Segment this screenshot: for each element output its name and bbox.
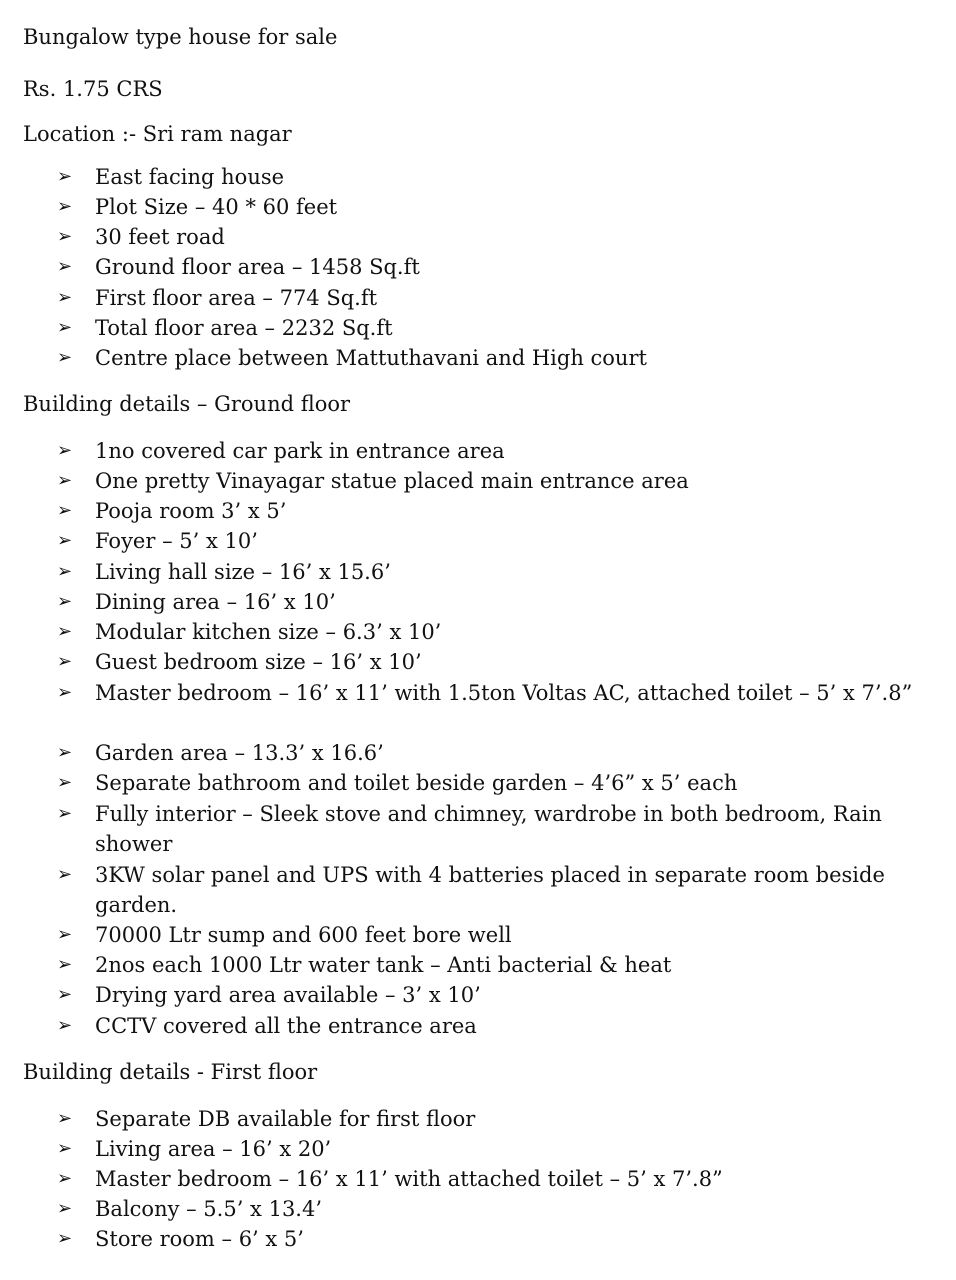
arrow-bullet-icon: ➢ bbox=[57, 196, 73, 217]
arrow-bullet-icon: ➢ bbox=[57, 287, 73, 308]
summary-item-text: 30 feet road bbox=[95, 225, 225, 249]
arrow-bullet-icon: ➢ bbox=[57, 561, 73, 582]
price: Rs. 1.75 CRS bbox=[23, 77, 163, 101]
summary-item-text: Plot Size – 40 * 60 feet bbox=[95, 195, 338, 219]
ground-floor-item-text: 3KW solar panel and UPS with 4 batteries placed in separate room beside garden. bbox=[95, 863, 885, 917]
ground-floor-item-text: CCTV covered all the entrance area bbox=[95, 1014, 477, 1038]
ground-floor-item-text: Modular kitchen size – 6.3’ x 10’ bbox=[95, 620, 442, 644]
first-floor-item-text: Store room – 6’ x 5’ bbox=[95, 1227, 304, 1251]
section-title-first-floor: Building details - First floor bbox=[23, 1060, 318, 1084]
ground-floor-item-text: Dining area – 16’ x 10’ bbox=[95, 590, 336, 614]
first-floor-item-text: Separate DB available for first floor bbox=[95, 1107, 476, 1131]
arrow-bullet-icon: ➢ bbox=[57, 742, 73, 763]
arrow-bullet-icon: ➢ bbox=[57, 864, 73, 885]
ground-floor-item-text: 2nos each 1000 Ltr water tank – Anti bacterial & heat bbox=[95, 953, 672, 977]
ground-floor-item-text: Fully interior – Sleek stove and chimney, wardrobe in both bedroom, Rain shower bbox=[95, 802, 882, 856]
first-floor-item-text: Balcony – 5.5’ x 13.4’ bbox=[95, 1197, 323, 1221]
arrow-bullet-icon: ➢ bbox=[57, 1198, 73, 1219]
arrow-bullet-icon: ➢ bbox=[57, 954, 73, 975]
arrow-bullet-icon: ➢ bbox=[57, 256, 73, 277]
ground-floor-item-text: Separate bathroom and toilet beside garden – 4’6” x 5’ each bbox=[95, 771, 738, 795]
arrow-bullet-icon: ➢ bbox=[57, 803, 73, 824]
first-floor-item-text: Master bedroom – 16’ x 11’ with attached toilet – 5’ x 7’.8” bbox=[95, 1167, 723, 1191]
arrow-bullet-icon: ➢ bbox=[57, 651, 73, 672]
ground-floor-item-text: Guest bedroom size – 16’ x 10’ bbox=[95, 650, 422, 674]
arrow-bullet-icon: ➢ bbox=[57, 1108, 73, 1129]
arrow-bullet-icon: ➢ bbox=[57, 924, 73, 945]
ground-floor-item-text: Master bedroom – 16’ x 11’ with 1.5ton Voltas AC, attached toilet – 5’ x 7’.8” bbox=[95, 681, 913, 705]
arrow-bullet-icon: ➢ bbox=[57, 440, 73, 461]
arrow-bullet-icon: ➢ bbox=[57, 470, 73, 491]
summary-item-text: Centre place between Mattuthavani and High court bbox=[95, 346, 647, 370]
ground-floor-item-text: Garden area – 13.3’ x 16.6’ bbox=[95, 741, 384, 765]
arrow-bullet-icon: ➢ bbox=[57, 591, 73, 612]
ground-floor-item-text: Drying yard area available – 3’ x 10’ bbox=[95, 983, 481, 1007]
arrow-bullet-icon: ➢ bbox=[57, 530, 73, 551]
first-floor-item-text: Living area – 16’ x 20’ bbox=[95, 1137, 332, 1161]
arrow-bullet-icon: ➢ bbox=[57, 772, 73, 793]
arrow-bullet-icon: ➢ bbox=[57, 1138, 73, 1159]
arrow-bullet-icon: ➢ bbox=[57, 166, 73, 187]
ground-floor-item-text: Foyer – 5’ x 10’ bbox=[95, 529, 258, 553]
arrow-bullet-icon: ➢ bbox=[57, 317, 73, 338]
arrow-bullet-icon: ➢ bbox=[57, 621, 73, 642]
listing-heading: Bungalow type house for sale bbox=[23, 25, 338, 49]
arrow-bullet-icon: ➢ bbox=[57, 347, 73, 368]
arrow-bullet-icon: ➢ bbox=[57, 226, 73, 247]
summary-item-text: Total floor area – 2232 Sq.ft bbox=[95, 316, 393, 340]
summary-item-text: Ground floor area – 1458 Sq.ft bbox=[95, 255, 420, 279]
location: Location :- Sri ram nagar bbox=[23, 122, 292, 146]
ground-floor-item-text: Living hall size – 16’ x 15.6’ bbox=[95, 560, 391, 584]
section-title-ground-floor: Building details – Ground floor bbox=[23, 392, 351, 416]
arrow-bullet-icon: ➢ bbox=[57, 682, 73, 703]
summary-item-text: East facing house bbox=[95, 165, 285, 189]
arrow-bullet-icon: ➢ bbox=[57, 500, 73, 521]
ground-floor-item-text: 70000 Ltr sump and 600 feet bore well bbox=[95, 923, 512, 947]
summary-item-text: First floor area – 774 Sq.ft bbox=[95, 286, 378, 310]
arrow-bullet-icon: ➢ bbox=[57, 1015, 73, 1036]
ground-floor-item-text: One pretty Vinayagar statue placed main entrance area bbox=[95, 469, 689, 493]
ground-floor-item-text: 1no covered car park in entrance area bbox=[95, 439, 505, 463]
arrow-bullet-icon: ➢ bbox=[57, 984, 73, 1005]
ground-floor-item-text: Pooja room 3’ x 5’ bbox=[95, 499, 287, 523]
arrow-bullet-icon: ➢ bbox=[57, 1228, 73, 1249]
arrow-bullet-icon: ➢ bbox=[57, 1168, 73, 1189]
